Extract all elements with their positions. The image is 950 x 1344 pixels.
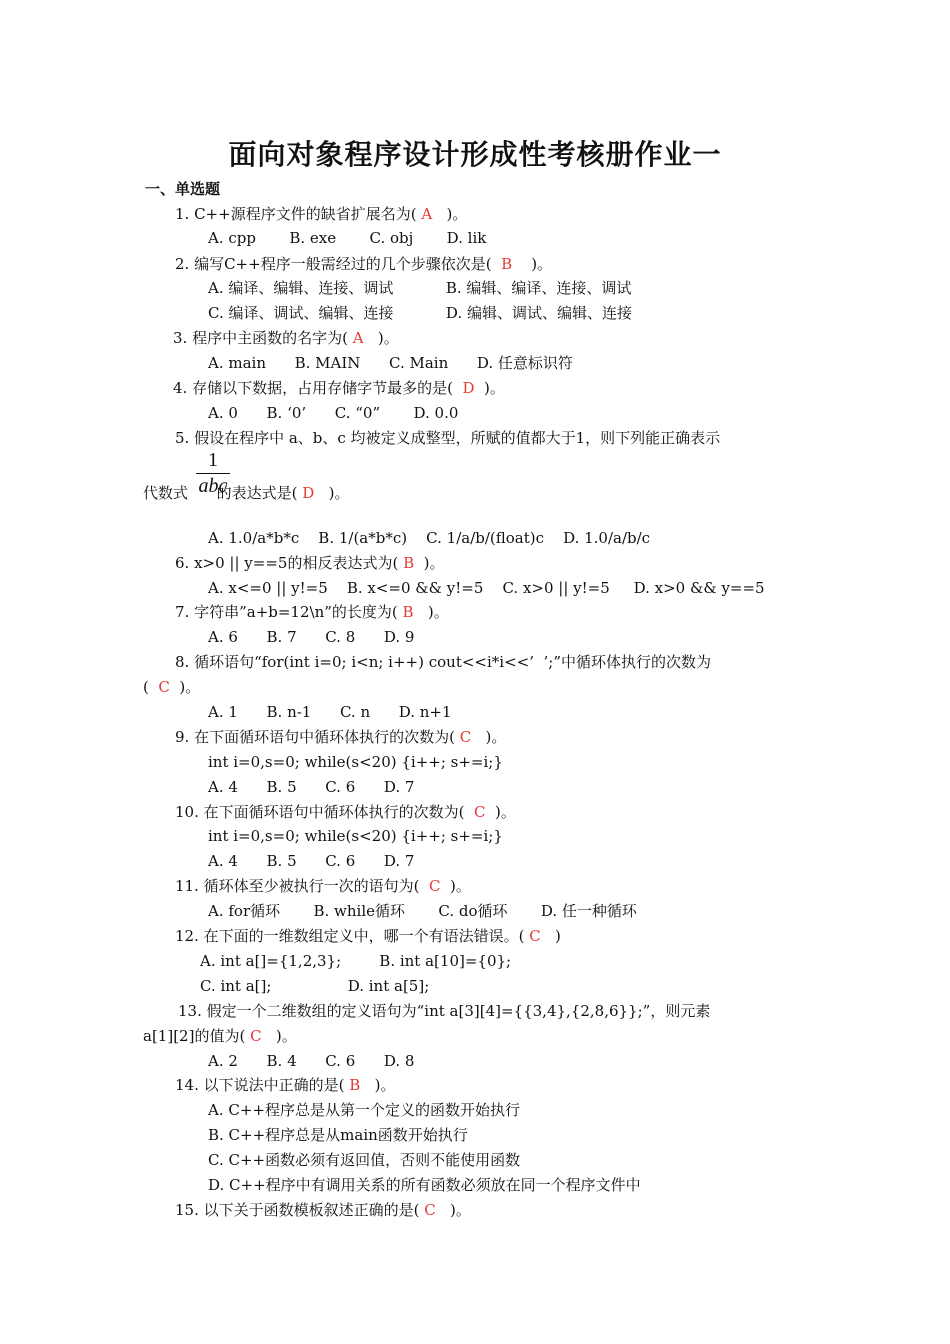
line-text: A. 1.0/a*b*c B. 1/(a*b*c) C. 1/a/b/(float)c D. 1.0/a/b/c [208, 529, 651, 547]
answer-letter: C [459, 728, 472, 746]
line-text: A. 2 B. 4 C. 6 D. 8 [208, 1052, 415, 1070]
line-text: 9. 在下面循环语句中循环体执行的次数为( [175, 728, 460, 746]
line-text [188, 484, 217, 502]
line-text: )。 [471, 728, 507, 746]
line-text: A. 编译、编辑、连接、调试 B. 编辑、编译、连接、调试 [208, 279, 632, 297]
fraction-denominator: abc [198, 475, 228, 497]
line-text: ( [143, 678, 159, 696]
line-text: a[1][2]的值为( [143, 1027, 251, 1045]
line-text: )。 [435, 1201, 471, 1219]
line-text: )。 [363, 329, 399, 347]
text-line [208, 752, 503, 772]
text-line [173, 328, 399, 348]
line-text: C. int a[]; D. int a[5]; [200, 977, 430, 995]
text-line [208, 901, 637, 921]
line-text: )。 [485, 803, 516, 821]
text-line [175, 727, 506, 747]
line-text: )。 [169, 678, 201, 696]
line-text: 6. x>0 || y==5的相反表达式为( [175, 554, 404, 572]
text-line [173, 378, 505, 398]
section-heading: 一、单选题 [145, 180, 221, 198]
line-text: 代数式 [143, 484, 189, 502]
text-line [208, 702, 452, 722]
line-text: )。 [432, 205, 468, 223]
answer-letter: C [424, 1201, 436, 1219]
line-text: )。 [314, 484, 350, 502]
line-text: 7. 字符串”a+b=12\n”的长度为( [175, 603, 403, 621]
text-line [175, 652, 711, 672]
text-line [175, 876, 471, 896]
text-line [200, 976, 429, 996]
line-text: int i=0,s=0; while(s<20) {i++; s+=i;} [208, 827, 503, 845]
line-text: 11. 循环体至少被执行一次的语句为( [175, 877, 430, 895]
answer-letter: D [462, 379, 475, 397]
text-line [178, 1001, 710, 1021]
line-text: )。 [414, 554, 445, 572]
text-line [208, 627, 414, 647]
text-line [175, 802, 516, 822]
answer-letter: C [250, 1027, 262, 1045]
text-line [208, 1100, 520, 1120]
line-text: A. 0 B. ‘0’ C. “0” D. 0.0 [208, 404, 459, 422]
answer-letter: C [529, 927, 541, 945]
text-line [143, 677, 200, 697]
line-text: 13. 假定一个二维数组的定义语句为“int a[3][4]={{3,4},{2,8,6}};”，则元素 [178, 1002, 711, 1020]
answer-letter: A [421, 205, 433, 223]
line-text: ) [540, 927, 561, 945]
text-line [175, 204, 467, 224]
line-text: B. C++程序总是从main函数开始执行 [208, 1126, 468, 1144]
text-line [208, 353, 573, 373]
text-line [208, 1051, 414, 1071]
line-text: 5. 假设在程序中 a、b、c 均被定义成整型，所赋的值都大于1，则下列能正确表示 [175, 429, 721, 447]
text-line [208, 1125, 468, 1145]
text-line [175, 428, 720, 448]
line-text: A. 1 B. n-1 C. n D. n+1 [208, 703, 452, 721]
answer-letter: A [352, 329, 364, 347]
line-text: A. 4 B. 5 C. 6 D. 7 [208, 778, 415, 796]
text-line [208, 777, 414, 797]
text-line [208, 228, 486, 248]
line-text: A. 4 B. 5 C. 6 D. 7 [208, 852, 415, 870]
text-line [175, 254, 552, 274]
answer-letter: D [302, 484, 315, 502]
line-text: )。 [261, 1027, 297, 1045]
answer-letter: B [349, 1076, 361, 1094]
line-text: )。 [474, 379, 505, 397]
answer-letter: C [429, 877, 441, 895]
line-text: A. 6 B. 7 C. 8 D. 9 [208, 628, 415, 646]
text-line [208, 1175, 641, 1195]
line-text: 12. 在下面的一维数组定义中，哪一个有语法错误。( [175, 927, 530, 945]
text-line [175, 1075, 395, 1095]
text-line [208, 1150, 520, 1170]
line-text: 4. 存储以下数据，占用存储字节最多的是( [173, 379, 463, 397]
line-text: 3. 程序中主函数的名字为( [173, 329, 353, 347]
line-text: 1. C++源程序文件的缺省扩展名为( [175, 205, 422, 223]
line-text: C. C++函数必须有返回值，否则不能使用函数 [208, 1151, 521, 1169]
line-text: A. int a[]={1,2,3}; B. int a[10]={0}; [200, 952, 512, 970]
page-title: 面向对象程序设计形成性考核册作业一 [228, 138, 722, 171]
text-line [208, 278, 631, 298]
line-text: A. x<=0 || y!=5 B. x<=0 && y!=5 C. x>0 || y!=5 D. x>0 && y==5 [208, 579, 765, 597]
text-line [208, 826, 503, 846]
line-text: D. C++程序中有调用关系的所有函数必须放在同一个程序文件中 [208, 1176, 641, 1194]
text-line [175, 602, 449, 622]
line-text: )。 [360, 1076, 396, 1094]
text-line [175, 1200, 471, 1220]
text-line [208, 578, 765, 598]
line-text: )。 [440, 877, 471, 895]
line-text: A. cpp B. exe C. obj D. lik [208, 229, 487, 247]
line-text: A. C++程序总是从第一个定义的函数开始执行 [208, 1101, 520, 1119]
line-text: )。 [413, 603, 449, 621]
text-line [175, 553, 445, 573]
line-text: 2. 编写C++程序一般需经过的几个步骤依次是( [175, 255, 502, 273]
line-text: A. for循环 B. while循环 C. do循环 D. 任一种循环 [208, 902, 637, 920]
text-line [200, 951, 511, 971]
answer-letter: B [501, 255, 513, 273]
text-line [143, 1026, 297, 1046]
text-line [208, 851, 414, 871]
fraction-numerator: 1 [196, 449, 230, 474]
line-text: 的表达式是( [216, 484, 303, 502]
line-text: )。 [512, 255, 553, 273]
text-line [208, 303, 632, 323]
answer-letter: B [402, 603, 414, 621]
answer-letter: C [474, 803, 486, 821]
line-text: int i=0,s=0; while(s<20) {i++; s+=i;} [208, 753, 503, 771]
text-line [175, 926, 561, 946]
line-text: 15. 以下关于函数模板叙述正确的是( [175, 1201, 425, 1219]
answer-letter: C [158, 678, 170, 696]
line-text: 10. 在下面循环语句中循环体执行的次数为( [175, 803, 475, 821]
text-line [208, 403, 458, 423]
line-text: 14. 以下说法中正确的是( [175, 1076, 350, 1094]
line-text: C. 编译、调试、编辑、连接 D. 编辑、调试、编辑、连接 [208, 304, 632, 322]
line-text: 8. 循环语句“for(int i=0; i<n; i++) cout<<i*i<<’ ’;”中循环体执行的次数为 [175, 653, 712, 671]
line-text: A. main B. MAIN C. Main D. 任意标识符 [208, 354, 573, 372]
text-line [208, 528, 650, 548]
answer-letter: B [403, 554, 415, 572]
text-line [143, 483, 349, 503]
